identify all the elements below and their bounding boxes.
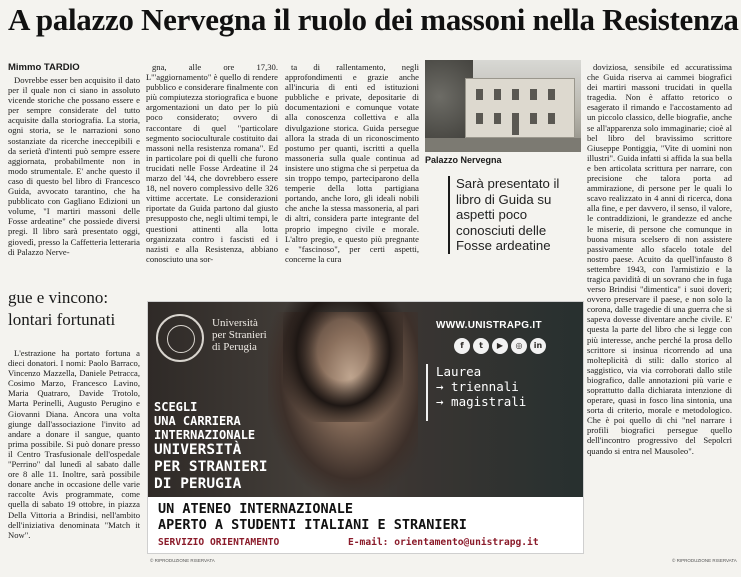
ad-slogan bbox=[154, 400, 255, 442]
photo-ground bbox=[425, 138, 581, 152]
article-column-4 bbox=[587, 62, 732, 577]
ad-ateneo-text bbox=[158, 501, 467, 533]
palazzo-photo bbox=[425, 60, 581, 152]
instagram-icon: ◎ bbox=[511, 338, 527, 354]
photo-caption: Palazzo Nervegna bbox=[425, 155, 502, 165]
article-column-3 bbox=[285, 62, 419, 272]
second-article-text: L'estrazione ha portato fortuna a dieci donatori. I nomi: Paolo Barraco, Vincenzo Mazzella, Daniele Petracca, Cosimo Marzo, Francesco Lavino, Maria Quatraro, Davide Trotolo, Marta Perinelli, Augusto Perugino e Giovanni Diana. Ancora una volta giunge dall'associazione l'invito ad andare a donare il sangue, quanto prima possibile. Si può donare presso il Centro Trasfusionale dell'ospedale "Perrino" dal lunedì al sabato dalle ore 8 alle 11. Inoltre, sarà possibile donare anche in occasione delle varie raccolte Avis programmate, come quella di sabato 19 ottobre, in piazza Della Vittoria a Brindisi, nell'ambito dell'iniziativa denominata "Match it Now". bbox=[8, 348, 140, 540]
article-column-3-text: ta di rallentamento, negli approfondimenti e grazie anche all'incuria di enti ed istituzioni pubbliche e private, depositarie di documentazioni e comunque votate alla conoscenza collettiva e alla divulgazione storica. Guida persegue allora la strada di un riconoscimento postumo per quanti, iscritti a quella massoneria sulla quale continua ad insistere uno stigma che si perpetua da sin troppo tempo, parteciparono della temperie della lotta partigiana portando, anche loro, gli ideali nobili che anche la stessa massoneria, al pari di altri, considera parte integrante del proprio impegno civile e morale. L'altro pregio, e questo più pregnante e "fascinoso", per certi aspetti, concerne la cura bbox=[285, 62, 419, 264]
second-headline-line-2: lontari fortunati bbox=[8, 310, 116, 329]
ad-student-hair bbox=[283, 302, 403, 422]
ad-university-line-2: per Stranieri bbox=[212, 329, 267, 341]
pull-quote: Sarà presentato il libro di Guida su aspetti poco conosciuti delle Fosse ardeatine bbox=[448, 176, 580, 254]
ad-university-big-line-3: DI PERUGIA bbox=[154, 476, 242, 492]
reproduction-notice-article-text: RIPRODUZIONE RISERVATA bbox=[676, 558, 737, 563]
ad-email-link[interactable]: E-mail: orientamento@unistrapg.it bbox=[348, 537, 539, 548]
article-column-1-text: Dovrebbe esser ben acquisito il dato per il quale non ci siano in assoluto vicende storiche che possano essere e per sempre considerate del tutto acquisite dalla storiografia. La storia, ogni storia, se le narrazioni sono sostanziate da ricerche ineccepibili e da serietà d'intenti può sempre essere aggiornata, probabilmente non in modo strumentale. E' anche questo il caso di questo bel libro di Francesco Guida, avvocato tarantino, che ha pubblicato con Gagliano Edizioni un volume, "I martiri massoni delle Fosse ardeatine" che possiede diversi pregi. Il libro sarà presentato oggi, giovedì, presso la Caffetteria letteraria di Palazzo Nerve- bbox=[8, 75, 140, 257]
reproduction-notice-ad-text: RIPRODUZIONE RISERVATA bbox=[154, 558, 215, 563]
reproduction-notice-ad: © RIPRODUZIONE RISERVATA bbox=[150, 558, 215, 563]
ad-website-url[interactable]: WWW.UNISTRAPG.IT bbox=[436, 320, 542, 331]
article-column-2 bbox=[146, 62, 278, 272]
ad-university-big-line-1: UNIVERSITÀ bbox=[154, 442, 242, 458]
second-article-headline bbox=[8, 287, 148, 331]
article-column-2-text: gna, alle ore 17,30. L'"aggiornamento" è quello di rendere pubblico e considerare finalmente con più compiutezza storiografica e buone argomentazioni un dato per lo più poco considerato; ovvero di raccontare di quel "particolare segmento socioculturale costituito dai massoni nella resistenza romana". Ed in particolare poi di quelli che furono trucidati nelle Fosse Ardeatine il 24 marzo del '44, che dovrebbero essere 18, nel novero complessivo delle 326 vittime accertate. Le considerazioni riportate da Guida partono dal giusto presupposto che, negli ultimi tempi, le questioni attinenti alla lotta organizzata contro i fascisti ed i nazisti e alla Resistenza, abbiano conosciuto una sor- bbox=[146, 62, 278, 264]
linkedin-icon: in bbox=[530, 338, 546, 354]
second-article-body bbox=[8, 348, 140, 577]
article-column-4-text: doviziosa, sensibile ed accuratissima che Guida riserva ai cammei biografici dei martiri massoni trucidati in quella tragedia. Non è affatto retorico o esagerato il rimando e l'accostamento ad un piccolo classico, delle biografie, anche se all'apparenza solo immaginarie; cioè al bel libro del bravissimo scrittore Giuseppe Pontiggia, "Vite di uomini non illustri". Guida infatti si affida la sua bella e ben articolata scrittura per narrare, con precisione che talora porta ad ammirazione, di persone per le quali lo scavo realizzato in 4 anni di ricerca, dona alla fine, e per davvero, il senso, il valore, le contraddizioni, le grandezze ed anche le miserie, di persone che comunque in buona misura scelsero di non assistere passivamente allo sfacelo totale del nostro paese. Acuito da quell'infausto 8 settembre 1943, con l'armistizio e la tragica pavidità di un sovrano che in fuga verso Brindisi "dimentica" i suoi doveri; ovvero preservare il paese, e non solo la corona, dalle tragedie di una guerra che si sapeva dovesse diventare anche civile. E' questa la parte del libro che si legge con più interesse, anche perché la prosa dello scrittore si insinua ricorrendo ad una molteplicità di stili: dallo storico al saggistico, via via corroborati dallo stile biografico, dalle annotazioni più varie e soprattutto dalla dichiarata intenzione di operare, quasi in fosco lina sintonia, una sorta di criterio, morale e metodologico. Che è poi quello di chi "nel narrare i profili biografici persegue quello dell'incontro progressivo del Sepolcri quando si entra nel Mausoleo". bbox=[587, 62, 732, 456]
ad-laurea-triennali: → triennali bbox=[436, 379, 519, 394]
ad-university-line-1: Università bbox=[212, 317, 258, 329]
ad-university-big bbox=[154, 442, 268, 493]
ad-ateneo-line-2: APERTO A STUDENTI ITALIANI E STRANIERI bbox=[158, 517, 467, 533]
university-advertisement bbox=[147, 301, 584, 554]
second-headline-line-1: gue e vincono: bbox=[8, 288, 109, 307]
reproduction-notice-article: © RIPRODUZIONE RISERVATA bbox=[672, 558, 737, 563]
ad-laurea-box bbox=[426, 364, 566, 421]
ad-laurea-label: Laurea bbox=[436, 364, 482, 379]
ad-ateneo-line-1: UN ATENEO INTERNAZIONALE bbox=[158, 501, 354, 517]
article-headline: A palazzo Nervegna il ruolo dei massoni nella Resistenza bbox=[8, 2, 739, 37]
ad-photo-banner bbox=[148, 302, 584, 497]
article-byline: Mimmo TARDIO bbox=[8, 62, 80, 73]
article-column-1 bbox=[8, 75, 140, 270]
ad-slogan-line-3: INTERNAZIONALE bbox=[154, 428, 256, 442]
ad-university-big-line-2: PER STRANIERI bbox=[154, 459, 268, 475]
ad-slogan-line-2: UNA CARRIERA bbox=[154, 414, 241, 428]
photo-building bbox=[465, 78, 575, 138]
ad-social-icons bbox=[454, 338, 546, 354]
ad-university-name bbox=[212, 317, 267, 353]
ad-laurea-magistrali: → magistrali bbox=[436, 394, 527, 409]
ad-slogan-line-1: SCEGLI bbox=[154, 400, 198, 414]
university-seal-icon bbox=[156, 314, 204, 362]
facebook-icon: f bbox=[454, 338, 470, 354]
twitter-icon: t bbox=[473, 338, 489, 354]
youtube-icon: ▶ bbox=[492, 338, 508, 354]
ad-bottom-band bbox=[148, 497, 584, 554]
ad-university-line-3: di Perugia bbox=[212, 341, 257, 353]
ad-service-label: SERVIZIO ORIENTAMENTO bbox=[158, 537, 280, 548]
